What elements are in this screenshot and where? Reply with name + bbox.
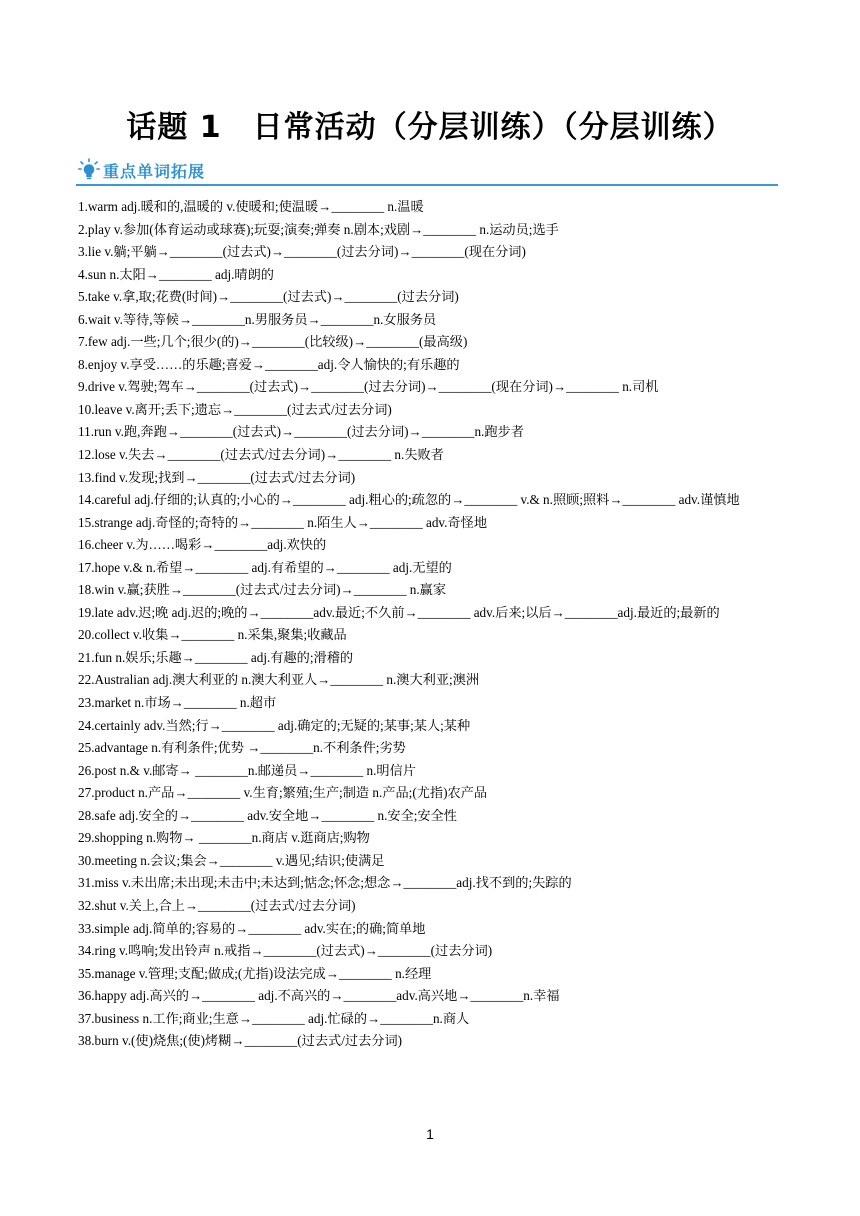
list-item: 20.collect v.收集→________ n.采集,聚集;收藏品 (78, 627, 347, 643)
list-item: 38.burn v.(使)烧焦;(使)烤糊→________(过去式/过去分词) (78, 1033, 403, 1049)
list-item: 7.few adj.一些;几个;很少(的)→________(比较级)→________(最高级) (78, 334, 468, 350)
list-item: 14.careful adj.仔细的;认真的;小心的→________ adj.粗心的;疏忽的→________ v.& n.照顾;照料→________ adv.谨慎地 (78, 492, 740, 508)
list-item: 25.advantage n.有利条件;优势 →________n.不利条件;劣势 (78, 740, 406, 756)
list-item: 19.late adv.迟;晚 adj.迟的;晚的→________adv.最近;不久前→________ adv.后来;以后→________adj.最近的;最新的 (78, 604, 720, 620)
list-item: 12.lose v.失去→________(过去式/过去分词)→________ n.失败者 (78, 447, 444, 463)
list-item: 30.meeting n.会议;集会→________ v.遇见;结识;使满足 (78, 852, 385, 868)
list-item: 32.shut v.关上,合上→________(过去式/过去分词) (78, 897, 356, 913)
section-label: 重点单词拓展 (103, 162, 206, 181)
list-item: 15.strange adj.奇怪的;奇特的→________ n.陌生人→________ adv.奇怪地 (78, 514, 488, 530)
lightbulb-icon (78, 158, 100, 182)
list-item: 24.certainly adv.当然;行→________ adj.确定的;无疑的;某事;某人;某种 (78, 717, 471, 733)
list-item: 21.fun n.娱乐;乐趣→________ adj.有趣的;滑稽的 (78, 649, 354, 665)
list-item: 11.run v.跑,奔跑→________(过去式)→________(过去分词)→________n.跑步者 (78, 424, 524, 440)
list-item: 5.take v.拿,取;花费(时间)→________(过去式)→________(过去分词) (78, 289, 459, 305)
list-item: 34.ring v.鸣响;发出铃声 n.戒指→________(过去式)→________(过去分词) (78, 943, 493, 959)
list-item: 16.cheer v.为……喝彩→________adj.欢快的 (78, 537, 327, 553)
list-item: 1.warm adj.暖和的,温暖的 v.使暖和;使温暖→________ n.温暖 (78, 199, 424, 214)
list-item: 23.market n.市场→________ n.超市 (78, 695, 277, 711)
word-list (78, 196, 782, 1053)
list-item: 13.find v.发现;找到→________(过去式/过去分词) (78, 469, 356, 485)
list-item: 35.manage v.管理;支配;做成;(尤指)设法完成→________ n.经理 (78, 965, 432, 981)
page-title: 话题 1 日常活动（分层训练）（分层训练） (126, 110, 734, 145)
list-item: 6.wait v.等待,等候→________n.男服务员→________n.女服务员 (78, 311, 437, 327)
section-header (76, 158, 778, 186)
list-item: 17.hope v.& n.希望→________ adj.有希望的→________ adj.无望的 (78, 559, 452, 575)
list-item: 36.happy adj.高兴的→________ adj.不高兴的→________adv.高兴地→________n.幸福 (78, 988, 560, 1004)
list-item: 22.Australian adj.澳大利亚的 n.澳大利亚人→________ n.澳大利亚;澳洲 (78, 672, 480, 688)
list-item: 37.business n.工作;商业;生意→________ adj.忙碌的→________n.商人 (78, 1010, 470, 1026)
list-item: 2.play v.参加(体育运动或球赛);玩耍;演奏;弹奏 n.剧本;戏剧→________ n.运动员;选手 (78, 221, 559, 237)
list-item: 10.leave v.离开;丢下;遗忘→________(过去式/过去分词) (78, 401, 392, 417)
list-item: 26.post n.& v.邮寄→ ________n.邮递员→________ n.明信片 (78, 762, 416, 778)
list-item: 3.lie v.躺;平躺→________(过去式)→________(过去分词)→________(现在分词) (78, 244, 526, 260)
list-item: 4.sun n.太阳→________ adj.晴朗的 (78, 266, 274, 282)
list-item: 9.drive v.驾驶;驾车→________(过去式)→________(过去分词)→________(现在分词)→________ n.司机 (78, 379, 659, 395)
list-item: 29.shopping n.购物→ ________n.商店 v.逛商店;购物 (78, 830, 370, 846)
list-item: 31.miss v.未出席;未出现;未击中;未达到;惦念;怀念;想念→________adj.找不到的;失踪的 (78, 875, 572, 891)
list-item: 18.win v.赢;获胜→________(过去式/过去分词)→________ n.赢家 (78, 582, 447, 598)
list-item: 27.product n.产品→________ v.生育;繁殖;生产;制造 n.产品;(尤指)农产品 (78, 785, 488, 801)
list-item: 8.enjoy v.享受……的乐趣;喜爱→________adj.令人愉快的;有乐趣的 (78, 356, 460, 372)
page-number: 1 (426, 1126, 434, 1142)
list-item: 28.safe adj.安全的→________ adv.安全地→________ n.安全;安全性 (78, 807, 457, 823)
list-item: 33.simple adj.简单的;容易的→________ adv.实在;的确;简单地 (78, 920, 426, 936)
